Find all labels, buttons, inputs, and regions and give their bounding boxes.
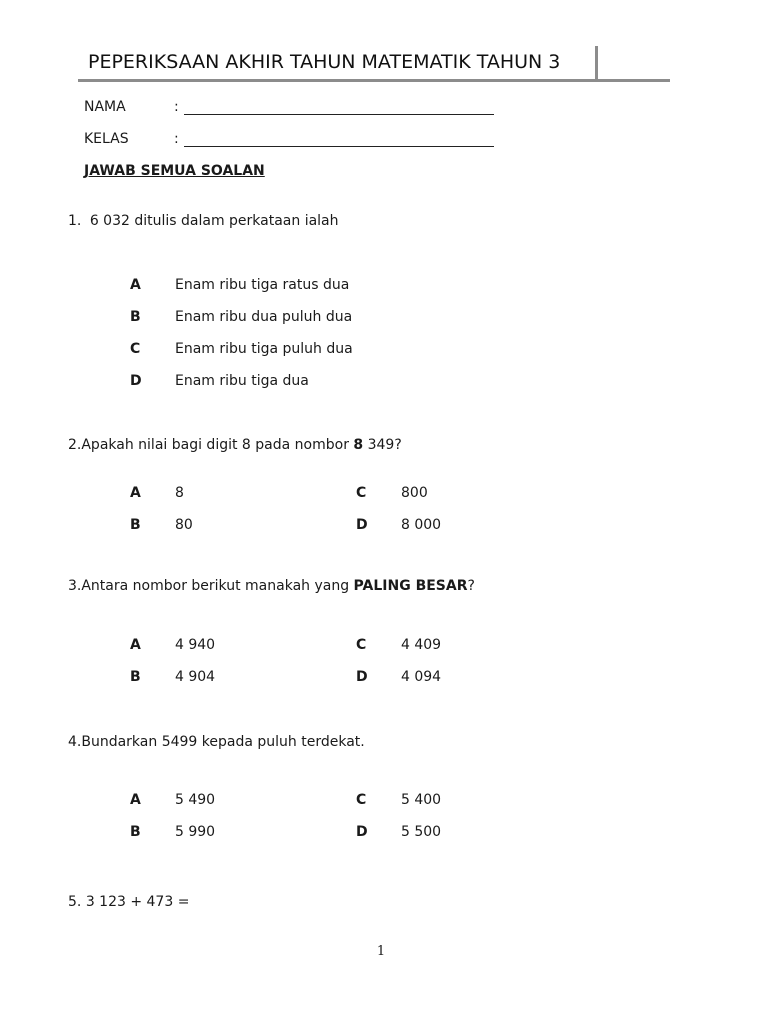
option-text: 5 500	[401, 824, 442, 840]
q1-option-b[interactable]	[130, 309, 353, 325]
question-emphasis: PALING BESAR	[353, 578, 468, 594]
q4-option-b[interactable]	[130, 824, 216, 840]
q1-option-a[interactable]	[130, 277, 350, 293]
q4-option-d[interactable]	[356, 824, 442, 840]
option-text: Enam ribu dua puluh dua	[175, 309, 353, 325]
question-text-end: 349?	[363, 437, 402, 453]
option-letter: C	[356, 485, 367, 501]
option-text: 5 990	[175, 824, 216, 840]
option-letter: D	[356, 517, 368, 533]
question-3	[68, 578, 475, 594]
option-letter: A	[130, 485, 141, 501]
page-title: PEPERIKSAAN AKHIR TAHUN MATEMATIK TAHUN 3	[88, 51, 561, 73]
option-letter: B	[130, 309, 141, 325]
option-letter: D	[356, 824, 368, 840]
question-number: 4.	[68, 734, 82, 750]
q3-option-d[interactable]	[356, 669, 442, 685]
option-letter: C	[356, 637, 367, 653]
name-field[interactable]	[84, 99, 504, 119]
class-label: KELAS	[84, 131, 129, 147]
title-underline	[78, 79, 670, 82]
option-text: Enam ribu tiga dua	[175, 373, 309, 389]
question-emphasis: 8	[353, 437, 364, 453]
question-text: Apakah nilai bagi digit 8 pada nombor	[81, 437, 354, 453]
q3-option-b[interactable]	[130, 669, 216, 685]
question-text: 6 032 ditulis dalam perkataan ialah	[89, 213, 339, 229]
q1-option-c[interactable]	[130, 341, 353, 357]
q1-option-d[interactable]	[130, 373, 309, 389]
name-answer-line[interactable]	[184, 114, 494, 115]
class-answer-line[interactable]	[184, 146, 494, 147]
option-text: 8 000	[401, 517, 442, 533]
question-2	[68, 437, 402, 453]
option-letter: A	[130, 637, 141, 653]
name-label: NAMA	[84, 99, 126, 115]
option-letter: D	[356, 669, 368, 685]
option-text: 5 490	[175, 792, 216, 808]
q3-option-a[interactable]	[130, 637, 216, 653]
option-text: 80	[175, 517, 193, 533]
option-letter: A	[130, 792, 141, 808]
option-letter: B	[130, 669, 141, 685]
question-number: 3.	[68, 578, 82, 594]
q4-option-a[interactable]	[130, 792, 216, 808]
q2-option-a[interactable]	[130, 485, 184, 501]
question-1	[68, 213, 339, 229]
option-text: 4 940	[175, 637, 216, 653]
option-text: 4 904	[175, 669, 216, 685]
option-text: Enam ribu tiga ratus dua	[175, 277, 350, 293]
question-number: 5.	[68, 894, 82, 910]
question-text-end: ?	[467, 578, 475, 594]
question-number: 2.	[68, 437, 82, 453]
option-text: 8	[175, 485, 184, 501]
title-divider	[595, 46, 598, 81]
q3-option-c[interactable]	[356, 637, 442, 653]
class-colon: :	[174, 131, 179, 147]
option-text: 800	[401, 485, 428, 501]
question-text: 3 123 + 473 =	[85, 894, 190, 910]
question-text: Antara nombor berikut manakah yang	[81, 578, 354, 594]
option-letter: C	[130, 341, 141, 357]
option-letter: D	[130, 373, 142, 389]
q2-option-c[interactable]	[356, 485, 428, 501]
option-letter: B	[130, 824, 141, 840]
question-text: Bundarkan 5499 kepada puluh terdekat.	[81, 734, 365, 750]
option-text: 4 409	[401, 637, 442, 653]
option-text: 5 400	[401, 792, 442, 808]
page-number: 1	[376, 944, 386, 959]
question-5	[68, 894, 189, 910]
question-4	[68, 734, 365, 750]
q4-option-c[interactable]	[356, 792, 442, 808]
name-colon: :	[174, 99, 179, 115]
option-letter: B	[130, 517, 141, 533]
instructions: JAWAB SEMUA SOALAN	[84, 163, 265, 179]
option-text: 4 094	[401, 669, 442, 685]
option-letter: C	[356, 792, 367, 808]
q2-option-b[interactable]	[130, 517, 193, 533]
class-field[interactable]	[84, 131, 504, 151]
option-text: Enam ribu tiga puluh dua	[175, 341, 353, 357]
question-number: 1.	[68, 213, 82, 229]
option-letter: A	[130, 277, 141, 293]
q2-option-d[interactable]	[356, 517, 442, 533]
